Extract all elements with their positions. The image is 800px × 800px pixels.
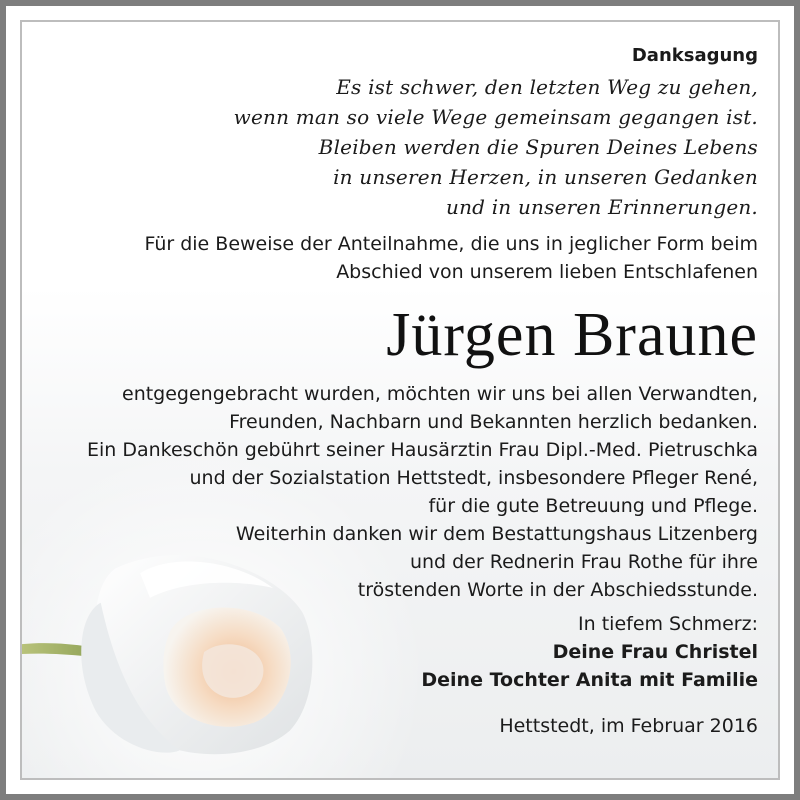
thanks-line: Ein Dankeschön gebührt seiner Hausärztin Frau Dipl.-Med. Pietruschka	[86, 439, 758, 461]
thanks-line: und der Rednerin Frau Rothe für ihre	[409, 551, 758, 573]
thanks-line: entgegengebracht wurden, möchten wir uns bei allen Verwandten,	[122, 383, 758, 405]
poem-line: Bleiben werden die Spuren Deines Lebens	[318, 135, 758, 159]
poem-line: und in unseren Erinnerungen.	[445, 195, 758, 219]
signer-daughter: Deine Tochter Anita mit Familie	[421, 669, 758, 691]
thanks-line: Weiterhin danken wir dem Bestattungshaus Litzenberg	[235, 523, 758, 545]
heading: Danksagung	[631, 45, 758, 66]
poem-line: Es ist schwer, den letzten Weg zu gehen,	[336, 75, 758, 99]
deceased-name: Jürgen Braune	[386, 301, 758, 369]
poem	[20, 72, 758, 222]
obituary-card	[20, 20, 780, 780]
poem-line: wenn man so viele Wege gemeinsam gegangen ist.	[233, 105, 758, 129]
intro-paragraph	[20, 230, 758, 286]
obituary-text	[20, 44, 758, 740]
thanks-line: und der Sozialstation Hettstedt, insbesondere Pfleger René,	[189, 467, 758, 489]
intro-line: Für die Beweise der Anteilnahme, die uns in jeglicher Form beim	[144, 233, 758, 255]
thanks-paragraph	[20, 380, 758, 604]
closing-line: In tiefem Schmerz:	[578, 613, 758, 635]
closing	[20, 610, 758, 694]
place-date: Hettstedt, im Februar 2016	[499, 715, 758, 737]
poem-line: in unseren Herzen, in unseren Gedanken	[333, 165, 758, 189]
thanks-line: Freunden, Nachbarn und Bekannten herzlich bedanken.	[229, 411, 758, 433]
thanks-line: für die gute Betreuung und Pflege.	[428, 495, 758, 517]
thanks-line: tröstenden Worte in der Abschiedsstunde.	[357, 579, 758, 601]
signer-wife: Deine Frau Christel	[552, 641, 758, 663]
intro-line: Abschied von unserem lieben Entschlafenen	[336, 261, 758, 283]
